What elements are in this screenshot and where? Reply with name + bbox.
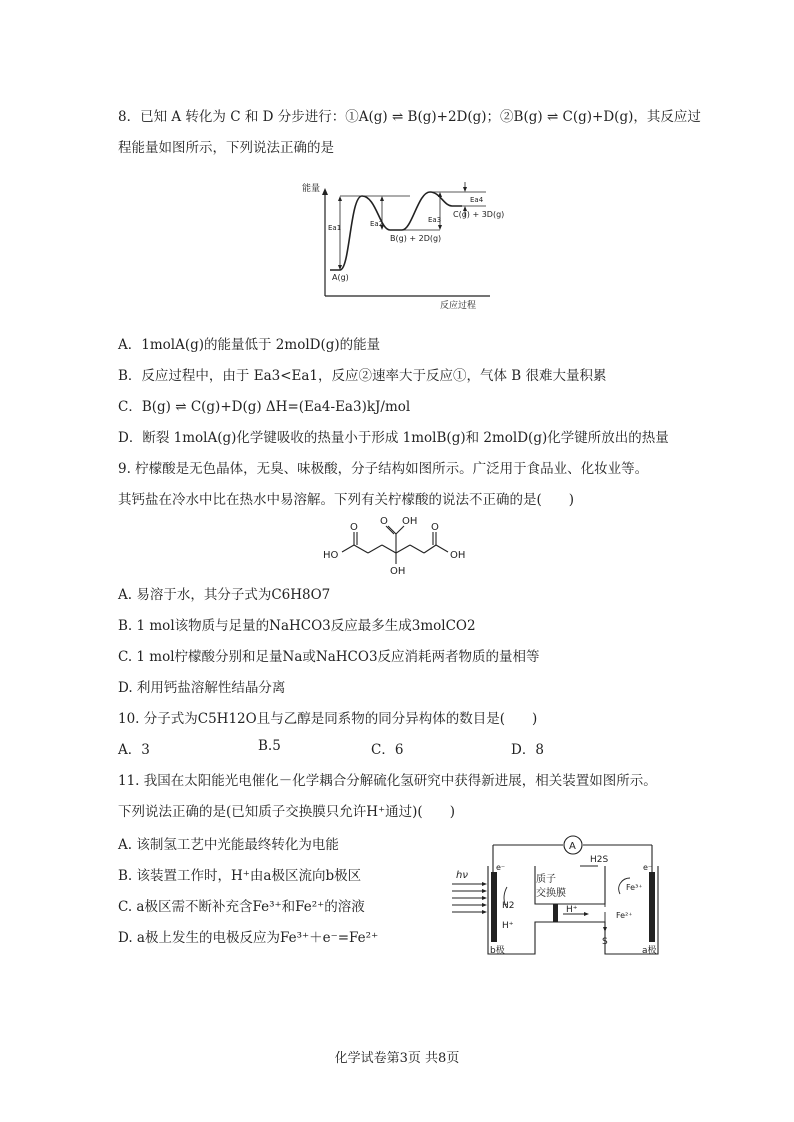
- q8-option-c: C．B(g) ⇌ C(g)+D(g) ΔH=(Ea4-Ea3)kJ/mol: [118, 399, 411, 415]
- h-plus-left-label: H⁺: [502, 921, 514, 931]
- ea3-label: Ea3: [428, 216, 442, 224]
- b-pole-label: b极: [490, 946, 505, 956]
- process-axis-label: 反应过程: [440, 301, 477, 311]
- q11-option-b: B. 该装置工作时，H⁺由a极区流向b极区: [118, 868, 362, 884]
- b-label: B(g) + 2D(g): [390, 234, 442, 243]
- q11-option-a: A. 该制氢工艺中光能最终转化为电能: [118, 837, 339, 853]
- q10-option-c: C．6: [371, 742, 404, 758]
- q8-stem-line2: 程能量如图所示，下列说法正确的是: [118, 140, 334, 156]
- electrolysis-apparatus: [450, 832, 675, 957]
- oh-bottom-label: OH: [390, 566, 406, 576]
- membrane-label-line2: 交换膜: [536, 888, 566, 899]
- q8-option-b: B．反应过程中，由于 Ea3<Ea1，反应②速率大于反应①，气体 B 很难大量积累: [118, 368, 607, 384]
- oh-top-label: OH: [402, 516, 418, 527]
- page-footer: 化学试卷第3页 共8页: [334, 1051, 460, 1066]
- energy-diagram: [290, 178, 520, 313]
- h2s-label: H2S: [590, 855, 609, 865]
- ammeter-label: A: [569, 841, 576, 852]
- s-label: S: [602, 937, 608, 947]
- a-pole-label: a极: [642, 946, 657, 956]
- q9-option-c: C. 1 mol柠檬酸分别和足量Na或NaHCO3反应消耗两者物质的量相等: [118, 649, 540, 665]
- e-left-label: e⁻: [496, 863, 506, 872]
- h-plus-mid-label: H⁺: [566, 905, 578, 915]
- q8-stem-line1: 8．已知 A 转化为 C 和 D 分步进行：①A(g) ⇌ B(g)+2D(g)；②B(g) ⇌ C(g)+D(g)，其反应过: [118, 109, 701, 125]
- q9-option-b: B. 1 mol该物质与足量的NaHCO3反应最多生成3molCO2: [118, 618, 476, 634]
- ea4-label: Ea4: [470, 196, 484, 204]
- ea1-label: Ea1: [328, 224, 342, 232]
- q11-stem-line1: 11. 我国在太阳能光电催化－化学耦合分解硫化氢研究中获得新进展，相关装置如图所示。: [118, 773, 657, 789]
- o-right-label: O: [431, 522, 439, 533]
- a-label: A(g): [332, 273, 349, 282]
- q10-option-a: A．3: [118, 742, 150, 758]
- o-top-label: O: [380, 516, 388, 527]
- q11-option-c: C. a极区需不断补充含Fe³⁺和Fe²⁺的溶液: [118, 899, 365, 915]
- fe3-label: Fe³⁺: [626, 883, 643, 892]
- oh-right-label: OH: [450, 550, 466, 561]
- energy-axis-label: 能量: [302, 184, 321, 194]
- fe2-label: Fe²⁺: [616, 911, 633, 920]
- q8-option-a: A．1molA(g)的能量低于 2molD(g)的能量: [118, 337, 381, 353]
- q8-option-d: D．断裂 1molA(g)化学键吸收的热量小于形成 1molB(g)和 2molD(g)化学键所放出的热量: [118, 430, 669, 446]
- q10-stem: 10. 分子式为C5H12O且与乙醇是同系物的同分异构体的数目是( ): [118, 711, 538, 727]
- q9-option-a: A. 易溶于水，其分子式为C6H8O7: [118, 587, 331, 603]
- ea2-label: Ea2: [370, 220, 384, 228]
- c-label: C(g) + 3D(g): [453, 210, 505, 219]
- q10-option-d: D．8: [511, 742, 544, 758]
- ho-label: HO: [323, 550, 339, 561]
- q11-stem-line2: 下列说法正确的是(已知质子交换膜只允许H⁺通过)( ): [118, 804, 455, 820]
- hv-label: hν: [456, 870, 468, 881]
- q10-option-b: B.5: [258, 738, 281, 754]
- citric-acid-structure: [320, 512, 480, 576]
- q11-option-d: D. a极上发生的电极反应为Fe³⁺＋e⁻=Fe²⁺: [118, 930, 379, 946]
- e-right-label: e⁻: [643, 863, 653, 872]
- q9-stem-line2: 其钙盐在冷水中比在热水中易溶解。下列有关柠檬酸的说法不正确的是( ): [118, 492, 575, 508]
- q9-stem-line1: 9. 柠檬酸是无色晶体，无臭、味极酸，分子结构如图所示。广泛用于食品业、化妆业等。: [118, 461, 649, 477]
- h2-label: H2: [502, 901, 515, 911]
- q9-option-d: D. 利用钙盐溶解性结晶分离: [118, 680, 286, 696]
- membrane-label-line1: 质子: [536, 874, 556, 885]
- o-left-label: O: [350, 522, 358, 533]
